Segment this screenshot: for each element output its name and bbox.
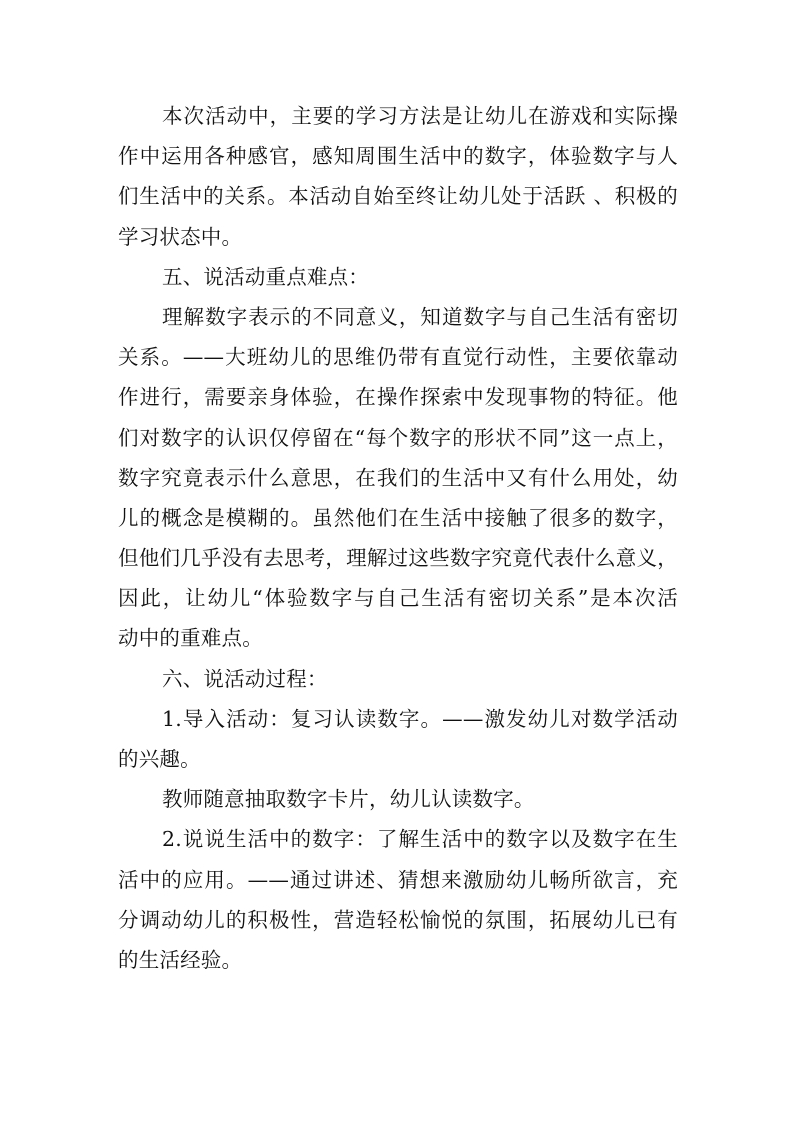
text-line: 理解数字表示的不同意义，知道数字与自己生活有密切: [162, 304, 678, 329]
document-body: [118, 96, 678, 980]
text-line: 关系。——大班幼儿的思维仍带有直觉行动性，主要依靠动: [118, 345, 678, 370]
text-line: 教师随意抽取数字卡片，幼儿认读数字。: [162, 787, 535, 812]
text-line: 动中的重难点。: [118, 626, 263, 651]
text-line: 们生活中的关系。本活动自始至终让幼儿处于活跃 、积极的: [118, 184, 678, 209]
text-line: 们对数字的认识仅停留在“每个数字的形状不同”这一点上，: [118, 425, 678, 450]
text-line: 因此，让幼儿“体验数字与自己生活有密切关系”是本次活: [118, 586, 678, 611]
text-line: 分调动幼儿的积极性，营造轻松愉悦的氛围，拓展幼儿已有: [118, 907, 678, 932]
text-line: 的兴趣。: [118, 747, 201, 771]
text-line: 六、说活动过程：: [162, 666, 328, 691]
text-line: 1.导入活动：复习认读数字。——激发幼儿对数学活动: [162, 706, 678, 731]
text-line: 的生活经验。: [118, 947, 243, 972]
text-line: 五、说活动重点难点：: [162, 264, 369, 289]
text-line: 本次活动中，主要的学习方法是让幼儿在游戏和实际操: [162, 104, 678, 128]
text-line: 数字究竟表示什么意思，在我们的生活中又有什么用处，幼: [118, 465, 678, 490]
text-line: 但他们几乎没有去思考，理解过这些数字究竟代表什么意义，: [118, 546, 678, 571]
text-line: 学习状态中。: [118, 224, 243, 249]
text-line: 2.说说生活中的数字：了解生活中的数字以及数字在生: [162, 827, 678, 852]
text-line: 作中运用各种感官，感知周围生活中的数字，体验数字与人: [118, 144, 678, 169]
text-line: 作进行，需要亲身体验，在操作探索中发现事物的特征。他: [118, 385, 678, 410]
text-line: 儿的概念是模糊的。虽然他们在生活中接触了很多的数字，: [118, 505, 678, 530]
text-line: 活中的应用。——通过讲述、猜想来激励幼儿畅所欲言，充: [118, 867, 678, 892]
